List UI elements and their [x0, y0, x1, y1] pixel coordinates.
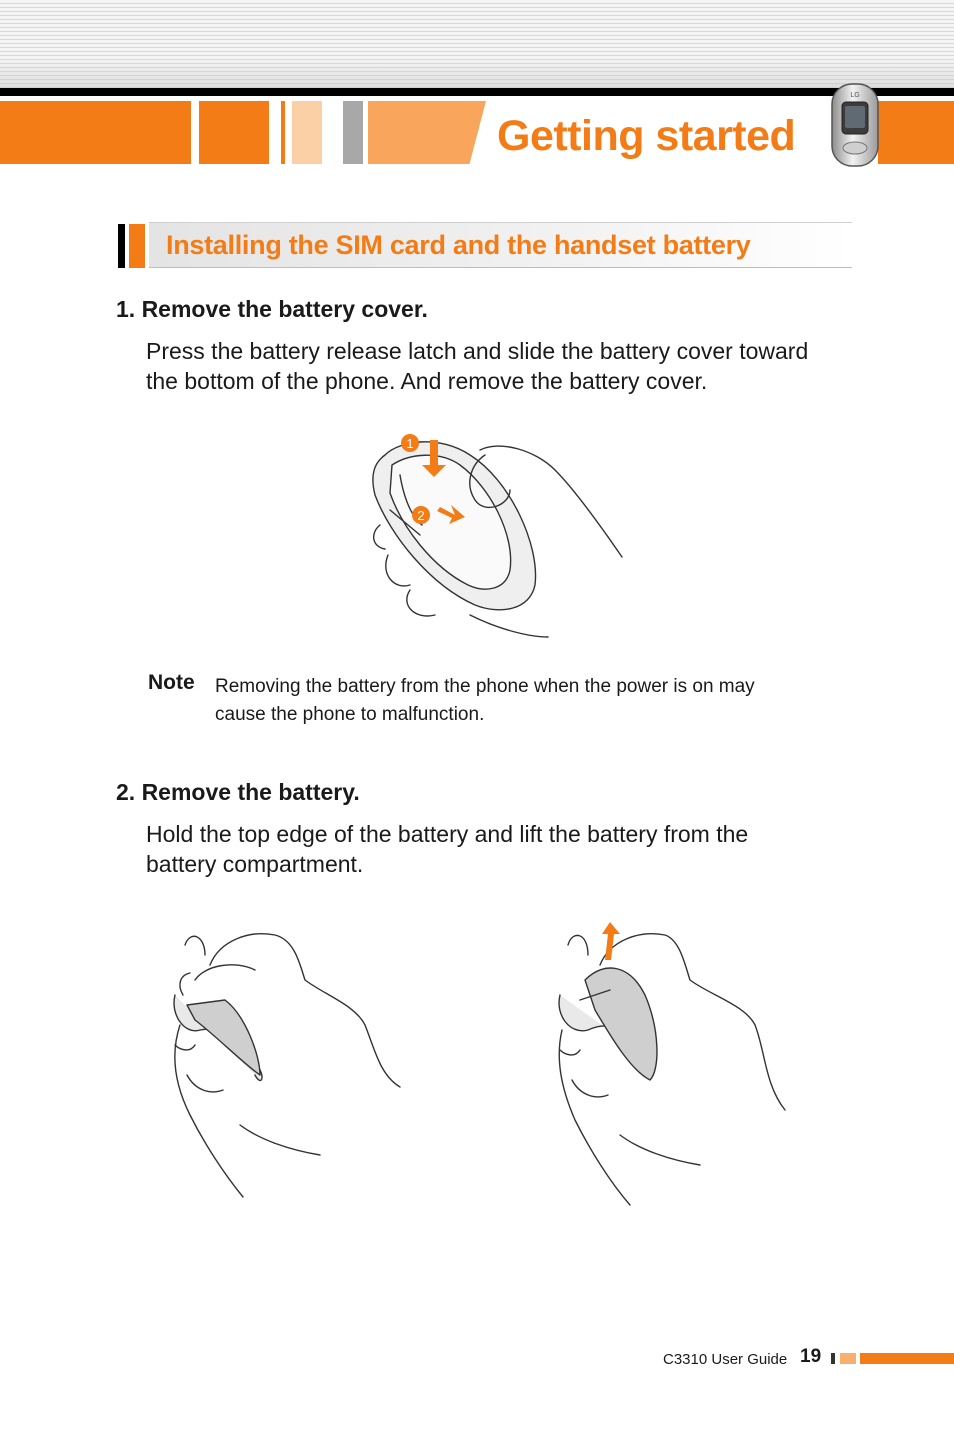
note-line-1: Removing the battery from the phone when the power is on may [215, 676, 755, 697]
step-2-line-1: Hold the top edge of the battery and lift the battery from the [146, 821, 749, 847]
header-block [292, 101, 322, 164]
callout-2: 2 [417, 508, 425, 523]
callout-1: 1 [406, 436, 414, 451]
note-label: Note [148, 671, 195, 694]
hold-battery-illustration [165, 925, 410, 1205]
page-number: 19 [800, 1346, 822, 1367]
header-block [0, 101, 191, 164]
section-marker [129, 224, 145, 268]
header-rule [0, 88, 954, 96]
footer-guide-label: C3310 User Guide [663, 1351, 788, 1368]
header-block [281, 101, 285, 164]
step-1-text [146, 336, 808, 396]
flip-phone-icon [830, 82, 880, 168]
section-header [118, 222, 852, 268]
step-2-text [146, 819, 748, 879]
header-block [199, 101, 269, 164]
note-line-2: cause the phone to malfunction. [215, 704, 485, 725]
header-texture [0, 0, 954, 88]
note-text [215, 673, 845, 729]
phone-logo: LG [850, 92, 860, 99]
section-title: Installing the SIM card and the handset battery [166, 230, 751, 260]
footer-bar [840, 1353, 856, 1364]
step-1-line-1: Press the battery release latch and slide the battery cover toward [146, 338, 809, 364]
header-block [343, 101, 363, 164]
header-block [878, 101, 954, 164]
section-marker [118, 224, 125, 268]
lift-battery-illustration [550, 920, 795, 1210]
footer-bar [860, 1353, 954, 1364]
page-title: Getting started [497, 112, 796, 160]
step-1-line-2: the bottom of the phone. And remove the battery cover. [146, 368, 708, 394]
step-2-line-2: battery compartment. [146, 851, 364, 877]
remove-cover-illustration [360, 425, 630, 640]
header-block [368, 101, 486, 164]
step-1-heading: 1. Remove the battery cover. [116, 296, 428, 322]
footer-bar [831, 1353, 835, 1364]
step-2-heading: 2. Remove the battery. [116, 779, 360, 805]
